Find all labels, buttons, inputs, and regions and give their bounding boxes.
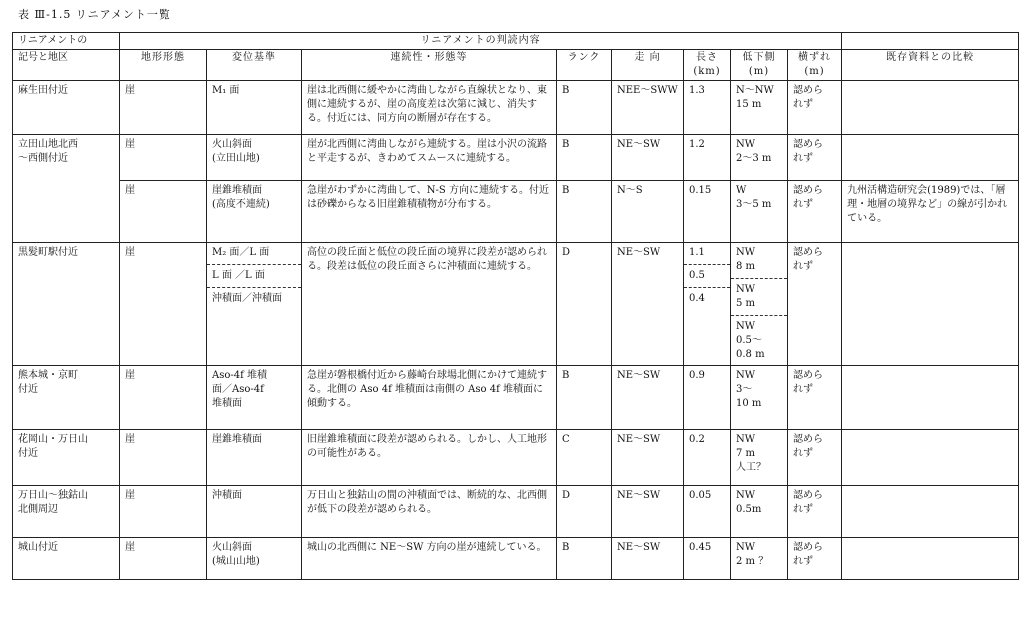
length-cell: 0.15 — [684, 181, 731, 243]
lateral-cell: 認めら れず — [788, 181, 842, 243]
reference-cell: Aso-4f 堆積 面／Aso-4f 堆積面 — [207, 366, 302, 430]
landform-cell: 崖 — [120, 366, 207, 430]
table-row — [13, 181, 1019, 243]
divider — [207, 264, 301, 265]
landform-cell: 崖 — [120, 486, 207, 538]
length-part: 0.4 — [689, 293, 705, 304]
header-rank: ランク — [557, 50, 612, 81]
continuity-cell: 急崖が磐根橋付近から藤崎台球場北側にかけて連続する。北側の Aso 4f 堆積面は南側の Aso 4f 堆積面に傾動する。 — [302, 366, 557, 430]
header-row — [13, 50, 1019, 81]
strike-cell: NE～SW — [612, 538, 684, 580]
divider — [731, 315, 787, 316]
area-cell: 万日山～独鈷山 北側周辺 — [13, 486, 120, 538]
table-row — [13, 486, 1019, 538]
length-part: 0.5 — [689, 270, 705, 281]
strike-cell: NE～SW — [612, 366, 684, 430]
rank-cell: B — [557, 135, 612, 181]
lateral-cell: 認めら れず — [788, 538, 842, 580]
area-cell: 立田山地北西 ～西側付近 — [13, 135, 120, 243]
area-cell: 黒髪町駅付近 — [13, 243, 120, 366]
divider — [684, 264, 730, 265]
lateral-cell: 認めら れず — [788, 135, 842, 181]
downthrown-part: NW 5 m — [736, 284, 756, 309]
downthrown-cell: NW 3～ 10 m — [731, 366, 788, 430]
downthrown-cell: NW 2～3 m — [731, 135, 788, 181]
comparison-cell: 九州活構造研究会(1989)では、「層理・地層の境界など」の線が引かれている。 — [842, 181, 1019, 243]
header-comparison: 既存資料との比較 — [842, 50, 1019, 81]
header-downthrown: 低下側 (m) — [731, 50, 788, 81]
table-row — [13, 430, 1019, 486]
header-lateral: 横ずれ (m) — [788, 50, 842, 81]
header-group-right: リニアメントの判読内容 — [120, 33, 842, 50]
divider — [731, 278, 787, 279]
comparison-cell — [842, 366, 1019, 430]
length-cell: 0.2 — [684, 430, 731, 486]
continuity-cell: 崖は北西側に緩やかに湾曲しながら直線状となり、東側に連続するが、崖の高度差は次第に減じ、消失する。付近には、同方向の断層が存在する。 — [302, 81, 557, 135]
reference-part: 沖積面／沖積面 — [212, 293, 282, 304]
strike-cell: NEE～SWW — [612, 81, 684, 135]
reference-cell: M₁ 面 — [207, 81, 302, 135]
rank-cell: B — [557, 81, 612, 135]
landform-cell: 崖 — [120, 181, 207, 243]
area-cell: 城山付近 — [13, 538, 120, 580]
comparison-cell — [842, 81, 1019, 135]
landform-cell: 崖 — [120, 538, 207, 580]
rank-cell: B — [557, 366, 612, 430]
header-landform: 地形形態 — [120, 50, 207, 81]
downthrown-cell: N～NW 15 m — [731, 81, 788, 135]
comparison-cell — [842, 538, 1019, 580]
strike-cell: N～S — [612, 181, 684, 243]
continuity-cell: 万日山と独鈷山の間の沖積面では、断続的な、北西側が低下の段差が認められる。 — [302, 486, 557, 538]
landform-cell: 崖 — [120, 135, 207, 181]
divider — [684, 287, 730, 288]
landform-cell: 崖 — [120, 243, 207, 366]
lateral-cell: 認めら れず — [788, 430, 842, 486]
downthrown-cell: NW 2 m ？ — [731, 538, 788, 580]
lateral-cell: 認めら れず — [788, 366, 842, 430]
header-blank — [842, 33, 1019, 50]
comparison-cell — [842, 486, 1019, 538]
length-cell: 0.9 — [684, 366, 731, 430]
length-cell: 0.05 — [684, 486, 731, 538]
reference-part: L 面 ／L 面 — [212, 270, 265, 281]
downthrown-cell: W 3～5 m — [731, 181, 788, 243]
lateral-cell: 認めら れず — [788, 81, 842, 135]
rank-cell: B — [557, 181, 612, 243]
continuity-cell: 急崖がわずかに湾曲して、N-S 方向に連続する。付近は砂礫からなる旧崖錐積積物が分布する。 — [302, 181, 557, 243]
length-cell: 0.45 — [684, 538, 731, 580]
length-cell: 1.2 — [684, 135, 731, 181]
rank-cell: C — [557, 430, 612, 486]
reference-cell: 火山斜面 (城山山地) — [207, 538, 302, 580]
comparison-cell — [842, 243, 1019, 366]
downthrown-cell: NW 0.5m — [731, 486, 788, 538]
header-group-left: リニアメントの — [13, 33, 120, 50]
rank-cell: D — [557, 486, 612, 538]
continuity-cell: 旧崖錐堆積面に段差が認められる。しかし、人工地形の可能性がある。 — [302, 430, 557, 486]
header-continuity: 連続性・形態等 — [302, 50, 557, 81]
continuity-cell: 城山の北西側に NE～SW 方向の崖が連続している。 — [302, 538, 557, 580]
length-cell: 1.3 — [684, 81, 731, 135]
reference-part: M₂ 面／L 面 — [212, 247, 270, 258]
table-row — [13, 243, 1019, 366]
divider — [207, 287, 301, 288]
length-part: 1.1 — [689, 247, 705, 258]
strike-cell: NE～SW — [612, 135, 684, 181]
header-reference: 変位基準 — [207, 50, 302, 81]
rank-cell: D — [557, 243, 612, 366]
lineament-table — [12, 32, 1019, 580]
header-symbol: 記号と地区 — [13, 50, 120, 81]
table-row — [13, 538, 1019, 580]
header-row-top — [13, 33, 1019, 50]
reference-cell: 沖積面 — [207, 486, 302, 538]
table-caption: 表 Ⅲ-1.5 リニアメント一覧 — [18, 8, 171, 21]
lateral-cell: 認めら れず — [788, 243, 842, 366]
lateral-cell: 認めら れず — [788, 486, 842, 538]
downthrown-cell: NW 7 m 人工？ — [731, 430, 788, 486]
comparison-cell — [842, 430, 1019, 486]
table-row — [13, 135, 1019, 181]
landform-cell: 崖 — [120, 81, 207, 135]
continuity-cell: 崖が北西側に湾曲しながら連続する。崖は小沢の流路と平走するが、きわめてスムースに連続する。 — [302, 135, 557, 181]
strike-cell: NE～SW — [612, 430, 684, 486]
strike-cell: NE～SW — [612, 486, 684, 538]
table-row — [13, 366, 1019, 430]
area-cell: 熊本城・京町 付近 — [13, 366, 120, 430]
reference-cell: 火山斜面 (立田山地) — [207, 135, 302, 181]
comparison-cell — [842, 135, 1019, 181]
header-length: 長さ (km) — [684, 50, 731, 81]
table-row — [13, 81, 1019, 135]
downthrown-cell — [731, 243, 788, 366]
landform-cell: 崖 — [120, 430, 207, 486]
header-strike: 走 向 — [612, 50, 684, 81]
area-cell: 花岡山・万日山 付近 — [13, 430, 120, 486]
reference-cell: 崖錐堆積面 — [207, 430, 302, 486]
downthrown-part: NW 8 m — [736, 247, 756, 272]
downthrown-part: NW 0.5～ 0.8 m — [736, 321, 765, 360]
reference-cell — [207, 243, 302, 366]
reference-cell: 崖錐堆積面 (高度不連続) — [207, 181, 302, 243]
rank-cell: B — [557, 538, 612, 580]
continuity-cell: 高位の段丘面と低位の段丘面の境界に段差が認められる。段差は低位の段丘面さらに沖積面に連続する。 — [302, 243, 557, 366]
strike-cell: NE～SW — [612, 243, 684, 366]
length-cell — [684, 243, 731, 366]
area-cell: 麻生田付近 — [13, 81, 120, 135]
